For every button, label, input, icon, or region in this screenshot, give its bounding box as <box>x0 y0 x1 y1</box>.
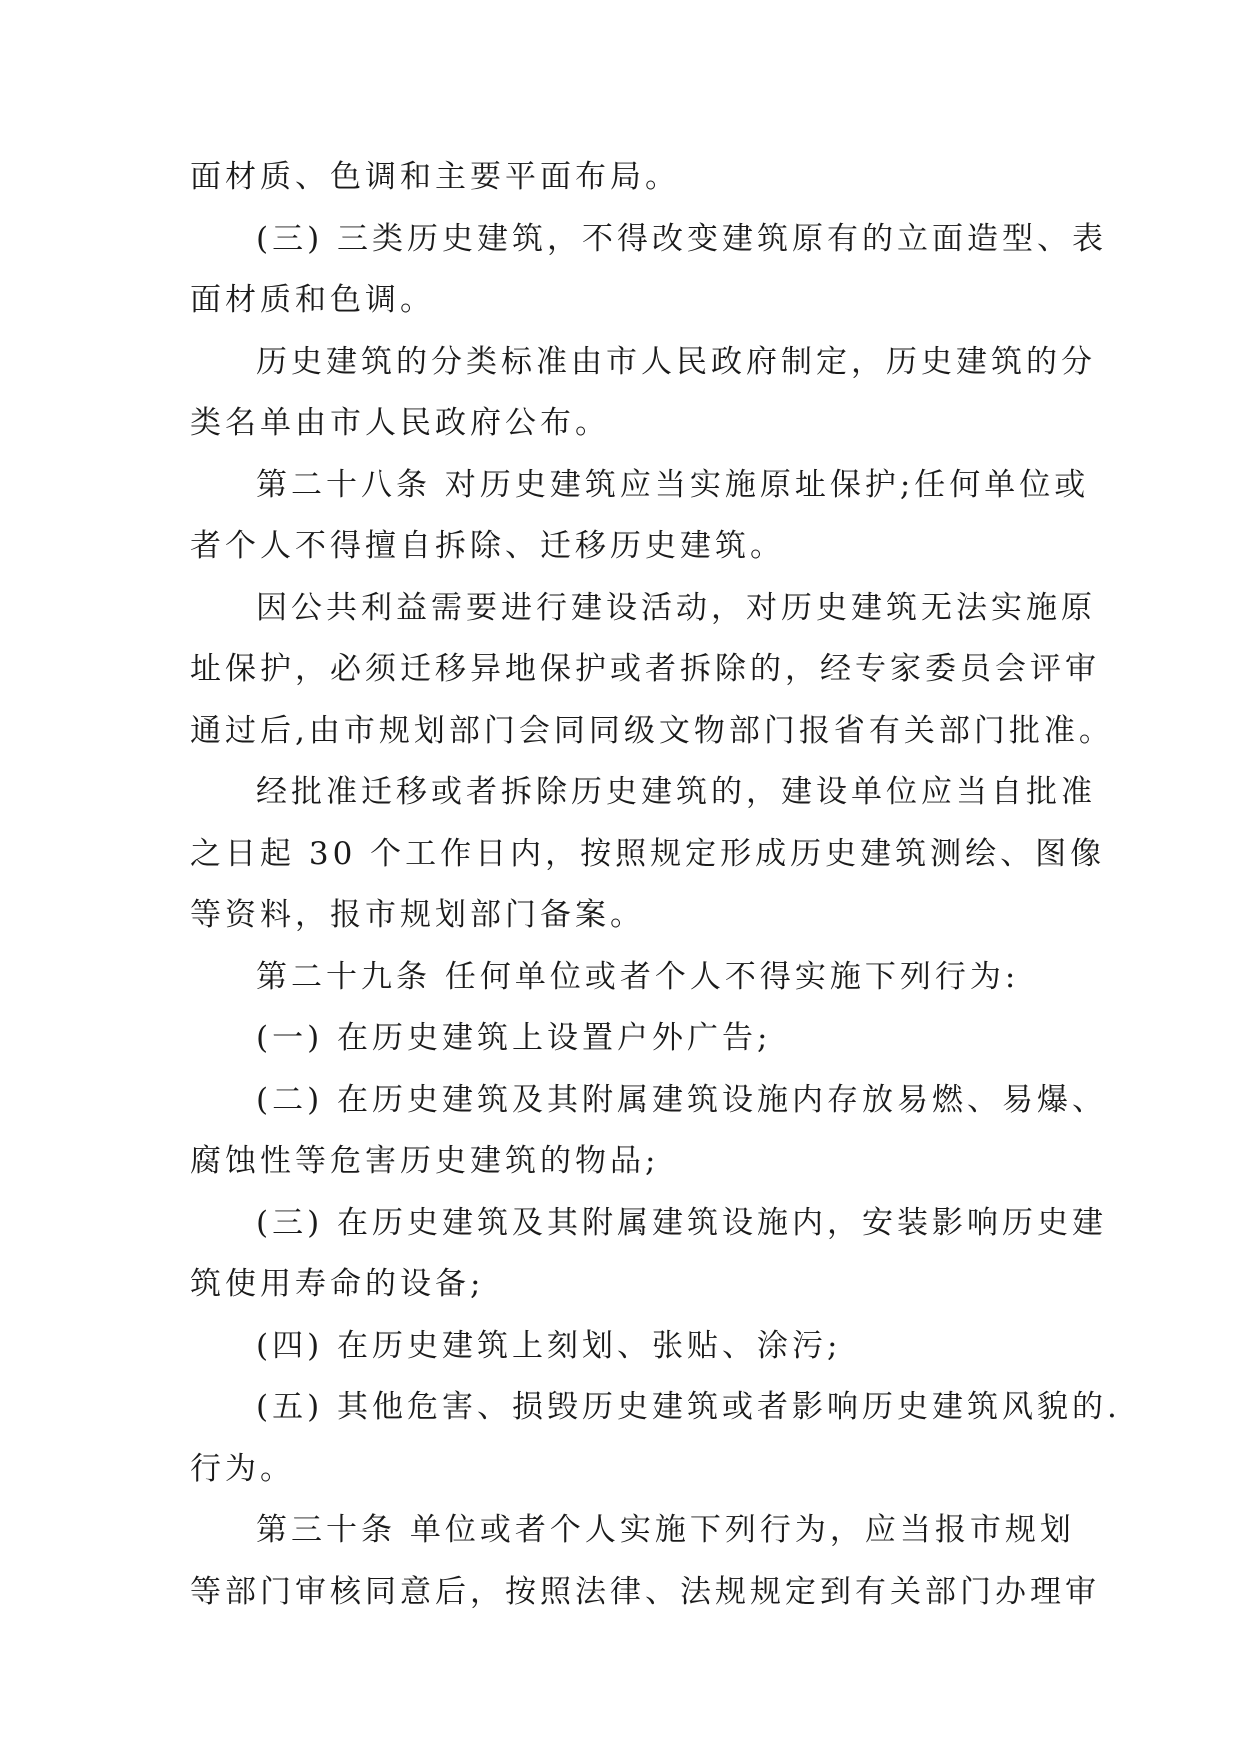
text-line: 经批准迁移或者拆除历史建筑的，建设单位应当自批准 <box>256 774 1096 810</box>
text-line: 等部门审核同意后，按照法律、法规规定到有关部门办理审 <box>190 1573 1100 1610</box>
text-line: (三) 三类历史建筑，不得改变建筑原有的立面造型、表 <box>256 220 1108 257</box>
list-item-2 <box>190 1070 1108 1193</box>
text-line: (三) 在历史建筑及其附属建筑设施内，安装影响历史建 <box>256 1204 1108 1241</box>
paragraph-article-28 <box>190 455 1090 578</box>
paragraph-article-29 <box>190 947 1060 1009</box>
text-line: 通过后,由市规划部门会同同级文物部门报省有关部门批准。 <box>190 712 1114 749</box>
paragraph-3 <box>190 332 1096 455</box>
text-line: 类名单由市人民政府公布。 <box>190 405 610 441</box>
text-line: 筑使用寿命的设备; <box>190 1266 485 1302</box>
paragraph-article-30 <box>190 1500 1100 1623</box>
text-line: (五) 其他危害、损毁历史建筑或者影响历史建筑风貌的. <box>256 1389 1121 1425</box>
text-line: 第二十八条 对历史建筑应当实施原址保护;任何单位或 <box>256 466 1090 503</box>
text-line: 等资料，报市规划部门备案。 <box>190 897 645 933</box>
paragraph-2 <box>190 209 1108 332</box>
text-line: 行为。 <box>190 1450 295 1487</box>
list-item-4 <box>190 1316 1060 1378</box>
text-line: (四) 在历史建筑上刻划、张贴、涂污; <box>256 1327 842 1364</box>
paragraph-1 <box>190 147 1060 209</box>
text-line: (一) 在历史建筑上设置户外广告; <box>256 1020 772 1056</box>
paragraph-6 <box>190 762 1106 947</box>
text-line: 面材质、色调和主要平面布局。 <box>190 159 680 195</box>
text-line: 之日起 30 个工作日内，按照规定形成历史建筑测绘、图像 <box>190 835 1106 872</box>
text-line: 者个人不得擅自拆除、迁移历史建筑。 <box>190 528 785 564</box>
list-item-3 <box>190 1193 1108 1316</box>
text-line: 因公共利益需要进行建设活动，对历史建筑无法实施原 <box>256 589 1096 626</box>
text-line: 腐蚀性等危害历史建筑的物品; <box>190 1143 660 1179</box>
text-line: (二) 在历史建筑及其附属建筑设施内存放易燃、易爆、 <box>256 1081 1108 1118</box>
text-line: 历史建筑的分类标准由市人民政府制定，历史建筑的分 <box>256 343 1096 380</box>
document-body <box>190 147 1121 1623</box>
list-item-1 <box>190 1008 1060 1070</box>
text-line: 址保护，必须迁移异地保护或者拆除的，经专家委员会评审 <box>190 651 1100 687</box>
text-line: 面材质和色调。 <box>190 282 435 318</box>
text-line: 第三十条 单位或者个人实施下列行为，应当报市规划 <box>256 1512 1075 1548</box>
text-line: 第二十九条 任何单位或者个人不得实施下列行为: <box>256 958 1020 995</box>
paragraph-5 <box>190 578 1114 763</box>
list-item-5 <box>190 1377 1121 1500</box>
